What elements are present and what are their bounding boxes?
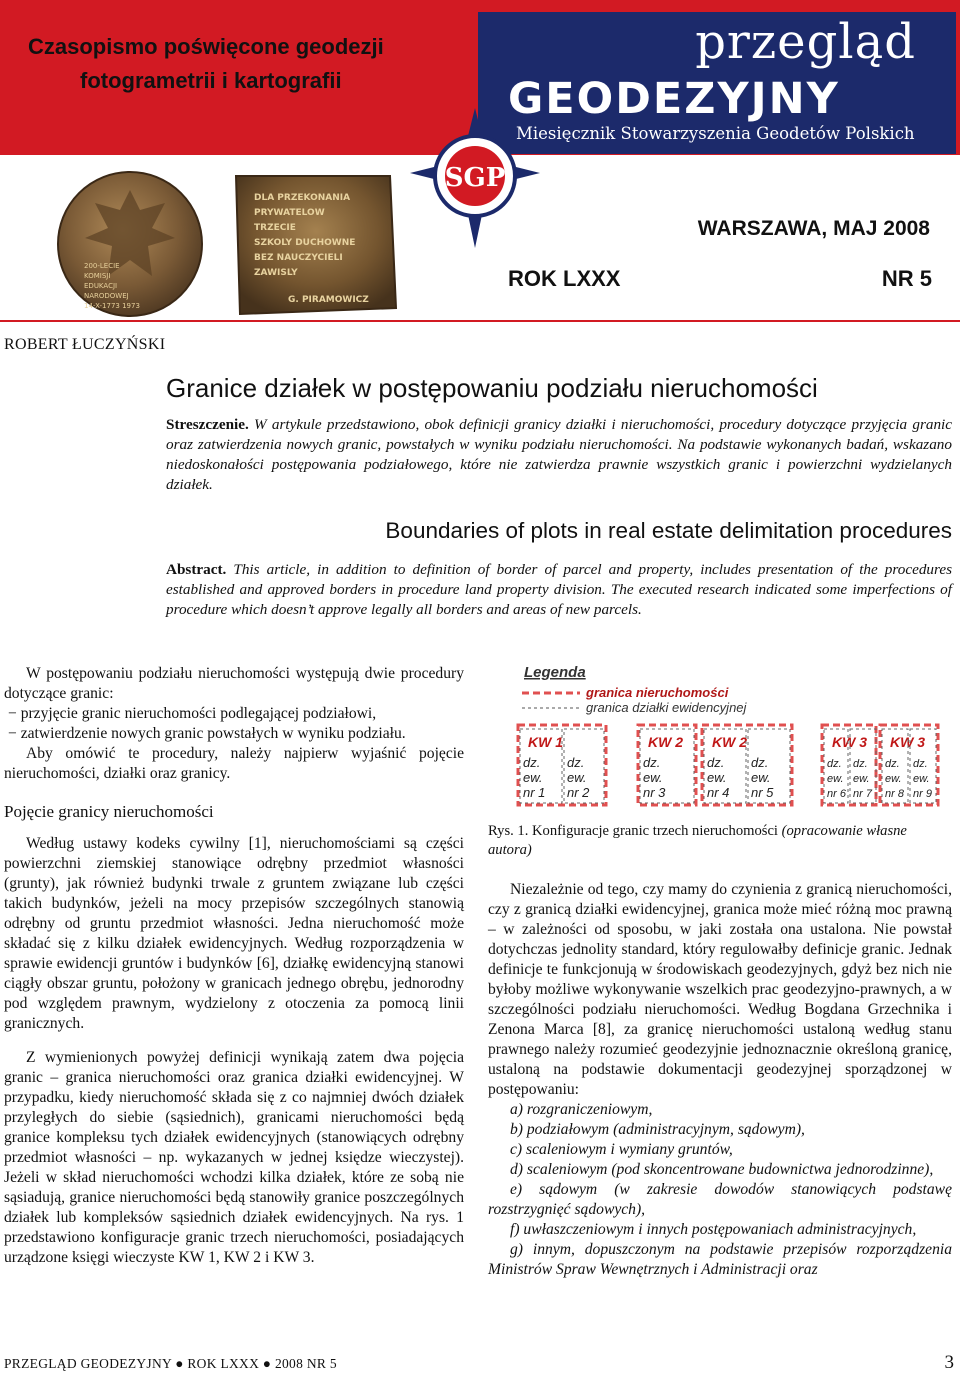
list-item-f: f) uwłaszczeniowym i innych postępowaniach administracyjnych,	[510, 1221, 917, 1238]
masthead	[478, 12, 956, 154]
parcel-label: dz.	[751, 755, 769, 770]
figure-caption	[488, 822, 952, 860]
issue-number: NR 5	[881, 266, 932, 291]
parcel-label: dz.	[827, 758, 842, 770]
parcel-label: ew.	[885, 773, 902, 785]
parcel-label: ew.	[913, 773, 930, 785]
abstract-en-text: This article, in addition to definition of border of parcel and property, includes presentation of the procedures established and approved borders in procedure land property division. The executed research indicated some imperfections of procedure which doesn’t approve legally all borders and areas of new parcels.	[166, 561, 953, 618]
parcel-label: dz.	[885, 758, 900, 770]
caption-italic: (opracowanie własne autora)	[488, 823, 907, 858]
paragraph-2: Aby omówić te procedury, należy najpierw wyjaśnić pojęcie nieruchomości, działki oraz granicy.	[4, 745, 464, 782]
parcel-label: dz.	[707, 755, 725, 770]
parcel-label: ew.	[523, 770, 543, 785]
parcel-label: dz.	[567, 755, 585, 770]
kw-label: KW 3	[832, 734, 867, 750]
header-divider	[0, 320, 960, 322]
legend-property-label: granica nieruchomości	[586, 685, 729, 700]
kw-label: KW 3	[890, 734, 925, 750]
author-name: ROBERT ŁUCZYŃSKI	[4, 336, 166, 353]
paragraph-right-1: Niezależnie od tego, czy mamy do czynienia z granicą nieruchomości, czy z granicą działki ewidencyjnej, granica może mieć różną moc prawną – w zależności od sposobu, w jaki została ona ustalona. Nie powstał dotychczas jednolity standard, który regulowałby definicje granic. Jednak definicje te funkcjonują w środowiskach geodezyjnych, gdyż bez nich nie byłoby możliwe wykonywanie wszelkich prac geodezyjno-prawnych, a w szczególności podziału nieruchomości. Według Bogdana Grzechnika i Zenona Marca [8], za granicę nieruchomości ustaloną według stanu prawnego należy rozumieć geodezyjnie jednoznacznie określoną granicę, ustaloną na podstawie dokumentacji geodezyjnej sporządzonej w postępowaniu:	[488, 881, 952, 1098]
parcel-label: ew.	[707, 770, 727, 785]
masthead-subtitle: Miesięcznik Stowarzyszenia Geodetów Polskich	[516, 124, 915, 143]
logo-text: SGP	[444, 163, 506, 193]
section-heading: Pojęcie granicy nieruchomości	[4, 802, 214, 821]
slogan-line-2: fotogrametrii i kartografii	[80, 68, 342, 93]
list-item-c: c) scaleniowym i wymiany gruntów,	[510, 1141, 733, 1158]
parcel-label: nr 1	[523, 785, 546, 800]
parcel-grid	[518, 725, 938, 805]
abstract-pl-label: Streszczenie.	[166, 416, 249, 433]
slogan-line-1: Czasopismo poświęcone geodezji	[28, 34, 384, 59]
list-item-e: e) sądowym (w zakresie dowodów stanowiących podstawę rozstrzygnięć sądowych),	[488, 1181, 952, 1218]
legend-parcel-label: granica działki ewidencyjnej	[586, 700, 747, 715]
legend-title: Legenda	[524, 664, 586, 681]
page-number: 3	[944, 1352, 954, 1373]
masthead-przeglad: przegląd	[695, 14, 916, 70]
parcel-label: nr 6	[827, 788, 846, 800]
list-item-dash-1: − przyjęcie granic nieruchomości podlegającej podziałowi,	[8, 705, 377, 722]
medal-left-text: 200-LECIE KOMISJI EDUKACJI NARODOWEJ 14-X-1773 1973	[84, 262, 140, 310]
medal-left	[58, 172, 202, 316]
volume-number: ROK LXXX	[508, 266, 621, 291]
article-title-pl: Granice działek w postępowaniu podziału nieruchomości	[166, 373, 818, 403]
abstract-en-label: Abstract.	[166, 561, 227, 578]
parcel-label: dz.	[913, 758, 928, 770]
parcel-label: ew.	[853, 773, 870, 785]
parcel-label: nr 3	[643, 785, 666, 800]
list-item-a: a) rozgraniczeniowym,	[510, 1101, 653, 1118]
caption-prefix: Rys. 1. Konfiguracje granic trzech nieruchomości	[488, 823, 778, 839]
abstract-en	[166, 560, 952, 620]
parcel-label: nr 7	[853, 788, 872, 800]
sgp-compass-logo	[410, 108, 540, 248]
medal-right	[236, 176, 396, 314]
list-item-d: d) scaleniowym (pod skoncentrowane budownictwa jednorodzinne),	[510, 1161, 934, 1178]
parcel-label: dz.	[643, 755, 661, 770]
right-column	[488, 880, 952, 1280]
abstract-pl-text: W artykule przedstawiono, obok definicji granicy działki i nieruchomości, procedury dotyczące przyjęcia granic oraz zatwierdzenia nowych granic, powstałych w wyniku podziału nieruchomości. Na podstawie wykonanych badań, wskazano niedoskonałości postępowania podziałowego, które nie zatwierdza prawnie wszystkich granic i powierzchni wydzielanych działek.	[166, 416, 953, 493]
paragraph-3: Według ustawy kodeks cywilny [1], nieruchomościami są części powierzchni ziemskiej stanowiące odrębny przedmiot własności (grunty), jak również budynki trwale z gruntem związane lub części takich budynków, jeżeli na mocy przepisów szczególnych stanowią odrębny od gruntu przedmiot własności. Jedna nieruchomość może składać się z kilku działek ewidencyjnych. Według rozporządzenia w sprawie ewidencji gruntów i budynków [6], działkę ewidencyjną stanowi ciągły obszar gruntu, położony w granicach jednego obrębu, jednorodny pod względem prawnym, wydzielony z otoczenia za pomocą linii granicznych.	[4, 835, 464, 1032]
parcel-label: dz.	[853, 758, 868, 770]
medals-image	[40, 168, 400, 320]
parcel-label: ew.	[567, 770, 587, 785]
journal-slogan	[0, 0, 465, 155]
list-item-b: b) podziałowym (administracyjnym, sądowym),	[510, 1121, 805, 1138]
paragraph-intro: W postępowaniu podziału nieruchomości występują dwie procedury dotyczące granic:	[4, 665, 464, 702]
parcel-label: nr 8	[885, 788, 904, 800]
paragraph-4: Z wymienionych powyżej definicji wynikają zatem dwa pojęcia granic – granica nieruchomości oraz granica działki ewidencyjnej. W przypadku, kiedy nieruchomość składa się z co najmniej dwóch działek przyległych do siebie (sąsiednich), granicami nieruchomości będą granice kompleksu tych działek ewidencyjnych (stanowiących odrębny przedmiot własności – np. wykazanych w jednej księdze wieczystej). Jeżeli w skład nieruchomości wchodzi kilka działek, które ze sobą nie sąsiadują, granice nieruchomości będą stanowiły granice poszczególnych działek lub kompleksów sąsiednich działek ewidencyjnych. Na rys. 1 przedstawiono konfiguracje granic trzech nieruchomości, posiadających urządzone księgi wieczyste KW 1, KW 2 i KW 3.	[4, 1049, 464, 1266]
parcel-label: nr 9	[913, 788, 932, 800]
kw-label: KW 2	[712, 734, 747, 750]
parcel-label: nr 2	[567, 785, 590, 800]
medal-right-text: DLA PRZEKONANIA PRYWATELOW TRZECIE SZKOLY DUCHOWNE BEZ NAUCZYCIELI ZAWISLY G. PIRAMOWICZ	[254, 193, 369, 305]
parcel-label: ew.	[751, 770, 771, 785]
abstract-pl	[166, 415, 952, 495]
footer-journal-info: PRZEGLĄD GEODEZYJNY ● ROK LXXX ● 2008 NR 5	[4, 1356, 337, 1371]
parcel-label: dz.	[523, 755, 541, 770]
parcel-label: nr 4	[707, 785, 730, 800]
kw-label: KW 2	[648, 734, 683, 750]
article-title-en: Boundaries of plots in real estate delimitation procedures	[385, 518, 952, 543]
parcel-label: nr 5	[751, 785, 774, 800]
list-item-dash-2: − zatwierdzenie nowych granic powstałych w wyniku podziału.	[8, 725, 406, 742]
parcel-label: ew.	[643, 770, 663, 785]
list-item-g: g) innym, dopuszczonym na podstawie przepisów rozporządzenia Ministrów Spraw Wewnętrznych i Administracji oraz	[488, 1241, 952, 1278]
issue-date: WARSZAWA, MAJ 2008	[697, 217, 930, 240]
masthead-geodezyjny: GEODEZYJNY	[508, 74, 840, 124]
figure-boundaries-diagram	[488, 655, 952, 823]
left-column	[4, 664, 464, 1268]
kw-label: KW 1	[528, 734, 563, 750]
parcel-label: ew.	[827, 773, 844, 785]
